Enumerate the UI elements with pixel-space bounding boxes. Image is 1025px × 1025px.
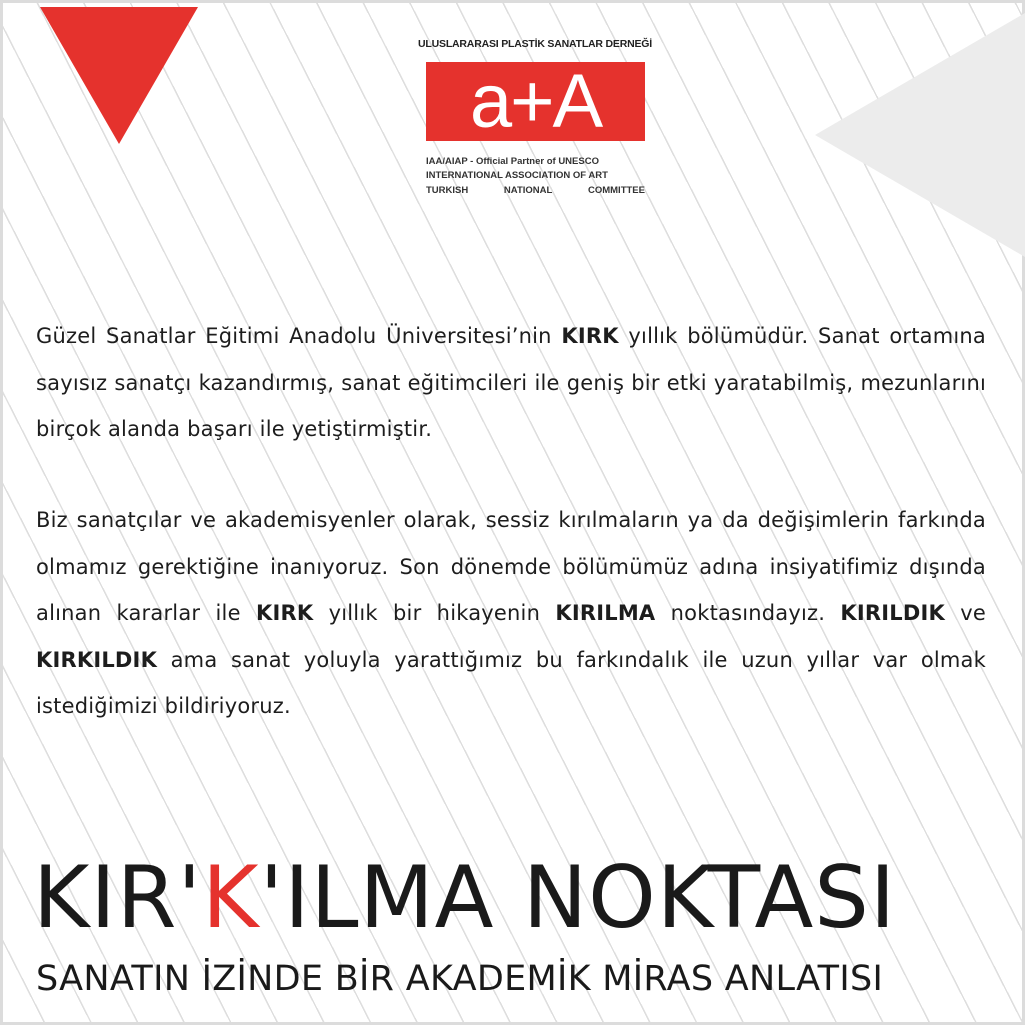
logo-word-turkish: TURKISH xyxy=(426,185,469,196)
logo-unesco-line: IAA/AIAP - Official Partner of UNESCO xyxy=(426,156,599,167)
statement-bold-kirildik: KIRILDIK xyxy=(840,601,945,625)
statement-text-5: ama sanat yoluyla yarattığımız bu farkındalık ile uzun yıllar var olmak istediğimizi bildiriyoruz. xyxy=(36,647,986,718)
title-suffix: 'ILMA NOKTASI xyxy=(259,848,897,948)
red-triangle-decoration xyxy=(40,7,198,144)
logo-word-national: NATIONAL xyxy=(503,185,553,196)
logo-mark: a+A xyxy=(426,62,645,141)
logo-national-committee-line xyxy=(426,185,645,196)
logo-association-name: ULUSLARARASI PLASTİK SANATLAR DERNEĞİ xyxy=(418,38,652,50)
title-prefix: KIR' xyxy=(33,848,203,948)
intro-text-2: yıllık bölümüdür. Sanat ortamına sayısız sanatçı kazandırmış, sanat eğitimcileri ile geniş bir etki yaratabilmiş, mezunlarını birçok alanda başarı ile yetiştirmiştir. xyxy=(36,324,986,441)
statement-text-3: noktasındayız. xyxy=(655,601,841,625)
statement-text-4: ve xyxy=(945,601,987,625)
statement-bold-kirilma: KIRILMA xyxy=(555,601,656,625)
poster-title xyxy=(33,848,1003,948)
intro-paragraph xyxy=(36,313,986,453)
logo-word-committee: COMMITTEE xyxy=(587,185,645,196)
intro-bold-kirk: KIRK xyxy=(561,324,619,348)
grey-triangle-decoration xyxy=(815,13,1025,257)
statement-paragraph xyxy=(36,497,986,730)
logo-international-line: INTERNATIONAL ASSOCIATION OF ART xyxy=(426,170,608,181)
poster-subtitle: SANATIN İZİNDE BİR AKADEMİK MİRAS ANLATISI xyxy=(36,959,884,999)
statement-bold-kirk: KIRK xyxy=(255,601,314,625)
statement-bold-kirkildik: KIRKILDIK xyxy=(36,647,158,672)
intro-text-1: Güzel Sanatlar Eğitimi Anadolu Üniversitesi’nin xyxy=(36,324,562,348)
title-accent-letter: K xyxy=(202,848,260,948)
statement-text-2: yıllık bir hikayenin xyxy=(313,601,556,625)
statement-text-1: Biz sanatçılar ve akademisyenler olarak, sessiz kırılmaların ya da değişimlerin farkında olmamız gerektiğine inanıyoruz. Son dönemde bölümümüz adına insiyatifimiz dışında alınan kararlar ile xyxy=(36,508,986,625)
